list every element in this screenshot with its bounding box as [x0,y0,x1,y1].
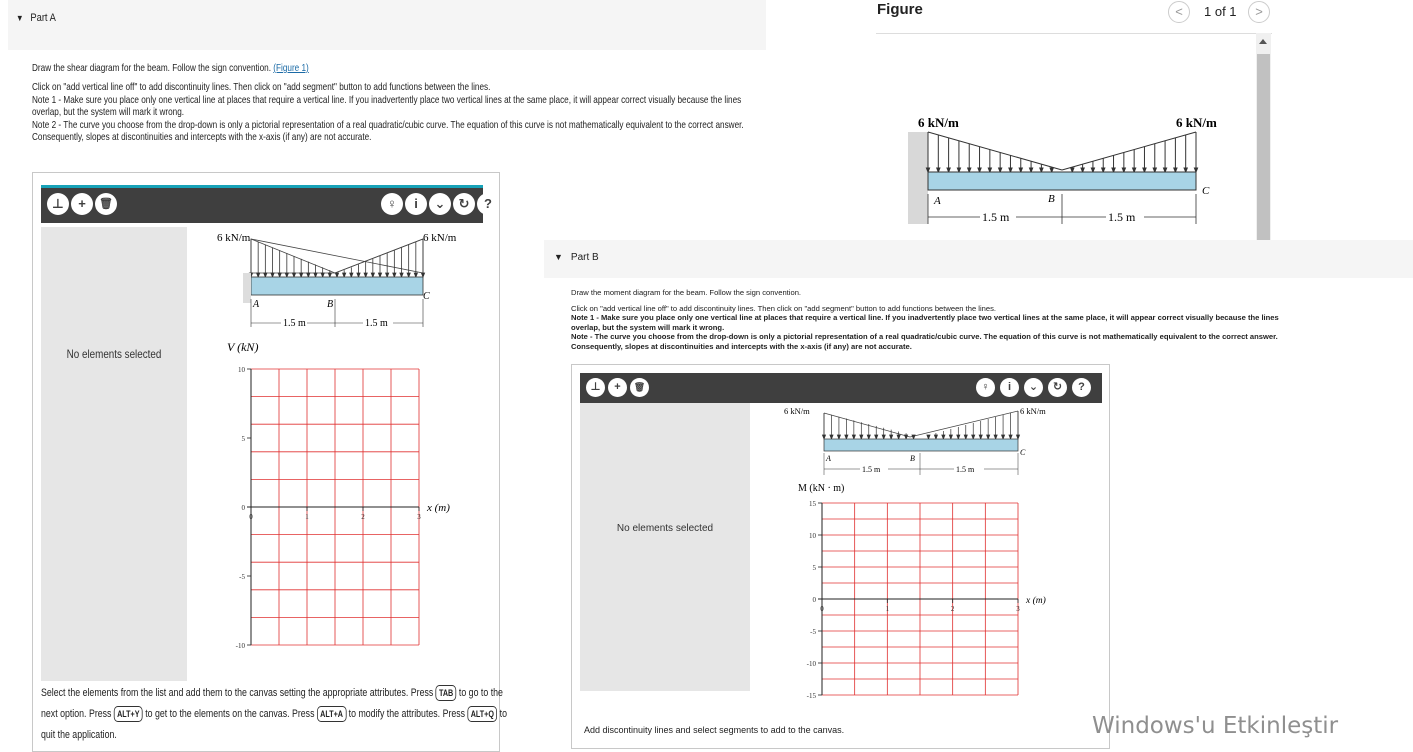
fig-load-arrow-head [988,168,991,172]
shear-x-tick-label: 1 [305,513,309,521]
b-left-load-label: 6 kN/m [784,406,810,416]
instr-line2d: to [499,708,507,720]
part-a-header[interactable] [8,0,766,50]
part-b-note1-line1: Note 1 - Make sure you place only one vertical line at places that require a vertical line. If you inadvertently place two vertical lines at the same place, it will appear correct visually because the lines [571,313,1279,322]
fig-load-arrow-head [947,168,950,172]
part-b-toolbar [580,373,1102,403]
scroll-up-icon[interactable] [1259,39,1267,44]
load-arrow-head [407,273,410,277]
shear-y-tick-label: -10 [235,642,245,650]
load-arrow-head [328,273,331,277]
load-arrow-head [343,273,346,277]
b-load-arrow-head [994,435,997,439]
b-load-arrow-head [964,435,967,439]
add-segment-button[interactable] [608,378,627,397]
b-load-arrow-head [837,435,840,439]
b-span1: 1.5 m [862,465,881,474]
no-elements-text: No elements selected [66,347,162,361]
b-load-arrow-head [1016,435,1019,439]
add-vertical-line-button[interactable] [586,378,605,397]
part-b-title: Part B [570,252,599,263]
instr-line2c: to modify the attributes. Press [348,708,466,720]
instr-line1: Select the elements from the list and add them to the canvas setting the appropriate attributes. Press [41,687,434,699]
vertical-line-icon: ⊥ [52,196,64,211]
fig-load-arrow-head [1050,168,1053,172]
part-a-title: Part A [30,12,56,24]
info-icon: i [1007,381,1012,393]
load-arrow-head [400,273,403,277]
load-arrow-head [371,273,374,277]
info-icon: i [414,196,418,211]
shear-grid [236,366,422,650]
fig-load-arrow-head [1081,168,1084,172]
load-arrow-head [393,273,396,277]
chevron-down-icon: ⌄ [434,196,446,211]
b-load-arrow-head [882,435,885,439]
x-axis-label: x (m) [427,502,450,514]
part-a-instructions [32,62,744,143]
load-arrow-head [300,273,303,277]
b-span2: 1.5 m [956,465,975,474]
add-vertical-line-button[interactable] [47,193,69,215]
windows-activation-watermark: Windows'u Etkinleştir [1092,713,1339,739]
part-a-toolbar [41,185,492,223]
chevron-down-icon: ⌄ [1028,381,1039,393]
load-arrow-head [257,273,260,277]
fig-load-arrow-head [1102,168,1105,172]
part-a-intro: Draw the shear diagram for the beam. Follow the sign convention. [32,62,272,74]
load-arrow-head [314,273,317,277]
b-load-arrow-head [979,435,982,439]
b-load-arrow-head [904,435,907,439]
moment-x-tick-label: 2 [950,605,955,613]
moment-y-tick-label: -15 [806,692,816,700]
load-arrow-head [285,273,288,277]
tab-key: TAB [436,685,457,701]
b-load-arrow-head [867,435,870,439]
part-b-note2-line1: Note - The curve you choose from the drop-down is only a pictorial representation of a real quadratic/cubic curve. The equation of this curve is not mathematically equivalent to the correct answer. [571,332,1278,341]
moment-y-tick-label: 0 [812,596,816,604]
fig-point-a: A [934,195,941,207]
figure-link[interactable]: (Figure 1) [273,62,309,74]
beam-figure [217,232,457,329]
load-arrow-head [378,273,381,277]
b-load-arrow-head [875,435,878,439]
no-elements-text: No elements selected [616,523,714,534]
fig-load-arrow-head [968,168,971,172]
moment-y-tick-label: 15 [809,500,816,508]
shear-x-tick-label: 3 [417,513,421,521]
fig-load-arrow-head [1174,168,1177,172]
point-a-label: A [253,299,260,310]
reset-button[interactable] [453,193,475,215]
collapse-caret-icon[interactable]: ▼ [554,252,563,262]
shear-diagram-canvas[interactable] [187,227,483,683]
load-arrow-head [421,273,424,277]
load-arrow-head [350,273,353,277]
beam-figure-small [784,406,1046,475]
b-point-b: B [910,454,915,463]
part-b-drawing-tool [571,364,1110,749]
part-a-instruction-line: Click on "add vertical line off" to add discontinuity lines. Then click on "add segment" button to add functions between the lines. [32,81,491,94]
fig-load-arrow-head [957,168,960,172]
shear-y-tick-label: 5 [241,435,245,443]
help-button[interactable] [1072,378,1091,397]
beam-figure-large [876,34,1256,244]
fig-load-arrow-head [1122,168,1125,172]
alt-a-key: ALT+A [317,706,346,722]
b-right-load-label: 6 kN/m [1020,406,1046,416]
b-load-arrow-head [860,435,863,439]
fig-load-arrow-head [937,168,940,172]
load-arrow-head [271,273,274,277]
dropdown-button[interactable] [1024,378,1043,397]
load-arrow-head [357,273,360,277]
part-a-note2-line1: Note 2 - The curve you choose from the drop-down is only a pictorial representation of a real quadratic/cubic curve. The equation of this curve is not mathematically equivalent to the correct answer. [32,118,744,131]
b-load-arrow-head [822,435,825,439]
b-load-arrow-head [972,435,975,439]
moment-y-tick-label: 5 [812,564,816,572]
left-load-label: 6 kN/m [217,232,251,244]
v-axis-label: V (kN) [227,340,259,354]
b-load-arrow-head [852,435,855,439]
point-b-label: B [327,299,334,310]
part-a-note1-line2: overlap, but the system will mark it wrong. [32,106,185,119]
part-b-bottom-instruction: Add discontinuity lines and select segments to add to the canvas. [584,725,845,735]
part-b-intro: Draw the moment diagram for the beam. Follow the sign convention. [571,288,802,297]
lightbulb-icon: ♀ [387,196,397,211]
element-list-panel[interactable] [41,227,187,681]
shear-y-tick-label: -5 [239,573,245,581]
reset-icon: ↻ [1052,381,1063,393]
instr-line1b: to go to the [458,687,503,699]
figure-title: Figure [877,1,923,18]
moment-x-tick-label: 3 [1016,605,1020,613]
fig-point-b: B [1048,193,1055,205]
fig-load-arrow-head [1133,168,1136,172]
part-b-header[interactable] [544,240,1413,278]
load-arrow-head [414,273,417,277]
prev-figure-button[interactable] [1168,1,1190,23]
moment-y-tick-label: 10 [809,532,816,540]
moment-diagram-canvas[interactable] [750,403,1092,700]
next-figure-button[interactable] [1248,1,1270,23]
fig-load-arrow-head [978,168,981,172]
load-arrow-head [321,273,324,277]
shear-y-tick-label: 10 [238,366,245,374]
instr-line2a: next option. Press [41,708,112,720]
b-x-axis-label: x (m) [1026,596,1046,606]
load-arrow-head [292,273,295,277]
b-load-arrow-head [890,435,893,439]
moment-diagram-svg [750,403,1092,700]
b-load-arrow-head [987,435,990,439]
part-b-instruction-line: Click on "add vertical line off" to add discontinuity lines. Then click on "add segment" button to add functions between the lines. [571,303,997,313]
b-load-arrow-head [1001,435,1004,439]
dropdown-button[interactable] [429,193,451,215]
figure-scrollbar[interactable] [1256,33,1271,243]
point-c-label: C [423,291,430,302]
fig-left-load-label: 6 kN/m [918,115,959,130]
m-axis-label: M (kN · m) [798,483,845,494]
fig-load-arrow-head [1019,168,1022,172]
fig-load-arrow-head [1112,168,1115,172]
hint-button[interactable] [381,193,403,215]
add-segment-button[interactable] [71,193,93,215]
b-load-arrow-head [927,435,930,439]
fig-span2: 1.5 m [1108,210,1136,224]
fig-point-c: C [1202,185,1210,197]
b-load-arrow-head [845,435,848,439]
hint-button[interactable] [976,378,995,397]
load-arrow-head [278,273,281,277]
trash-icon: 🗑 [99,198,113,210]
reset-icon: ↻ [458,196,470,211]
shear-x-tick-label: 2 [361,513,365,521]
delete-button[interactable] [95,193,117,215]
figure-page-indicator: 1 of 1 [1204,4,1237,19]
fig-load-arrow-head [1009,168,1012,172]
span1-label: 1.5 m [283,318,306,329]
delete-button[interactable] [630,378,649,397]
right-load-label: 6 kN/m [423,232,457,244]
part-a-note1-line1: Note 1 - Make sure you place only one vertical line at places that require a vertical line. If you inadvertently place two vertical lines at the same place, it will appear correct visually because the lines [32,93,742,106]
b-point-c: C [1020,448,1026,457]
lightbulb-icon: ♀ [981,381,990,393]
fig-load-arrow-head [1184,168,1187,172]
figure-viewer [876,33,1272,243]
b-load-arrow-head [1009,435,1012,439]
plus-icon: + [78,196,86,211]
chevron-right-icon: > [1255,4,1263,19]
shear-y-tick-label: 0 [241,504,245,512]
help-icon: ? [1078,381,1085,393]
load-arrow-head [307,273,310,277]
span2-label: 1.5 m [365,318,388,329]
alt-y-key: ALT+Y [114,706,143,722]
instr-line2b: to get to the elements on the canvas. Press [145,708,315,720]
load-arrow-head [364,273,367,277]
scroll-thumb[interactable] [1257,54,1270,243]
chevron-left-icon: < [1175,4,1183,19]
b-load-arrow-head [830,435,833,439]
fig-load-arrow-head [1040,168,1043,172]
b-load-arrow-head [957,435,960,439]
part-b-instructions [571,288,1279,351]
fig-load-arrow-head [1153,168,1156,172]
part-a-drawing-tool [32,172,507,752]
fig-load-arrow-head [1163,168,1166,172]
part-a-note2-line2: Consequently, slopes at discontinuities and intercepts with the x-axis (if any) are not accurate. [32,131,372,144]
load-arrow-head [386,273,389,277]
fig-load-arrow-head [1091,168,1094,172]
part-b-note1-line2: overlap, but the system will mark it wrong. [571,322,725,332]
b-load-arrow-head [942,435,945,439]
moment-x-tick-label: 1 [885,605,890,613]
help-button[interactable] [477,193,499,215]
b-load-arrow-head [949,435,952,439]
b-load-arrow-head [897,435,900,439]
alt-q-key: ALT+Q [468,706,498,722]
load-arrow-head [335,273,338,277]
shear-diagram-svg [187,227,483,683]
moment-grid [807,500,1021,700]
help-icon: ? [484,196,492,211]
trash-icon: 🗑 [633,382,646,392]
b-point-a: A [826,454,831,463]
plus-icon: + [614,381,621,393]
info-button[interactable] [405,193,427,215]
load-arrow-head [264,273,267,277]
collapse-caret-icon[interactable]: ▼ [16,13,24,23]
moment-y-tick-label: -5 [810,628,816,636]
reset-button[interactable] [1048,378,1067,397]
instr-line3: quit the application. [41,729,117,741]
shear-x-tick-label: 0 [249,513,253,521]
part-b-note2-line2: Consequently, slopes at discontinuities and intercepts with the x-axis (if any) are not accurate. [571,341,912,351]
fig-load-arrow-head [999,168,1002,172]
moment-y-tick-label: -10 [806,660,816,668]
part-a-keyboard-instructions [41,683,507,746]
moment-x-tick-label: 0 [820,605,824,613]
b-load-arrow-head [912,435,915,439]
fig-load-arrow-head [1143,168,1146,172]
vertical-line-icon: ⊥ [590,381,601,393]
fig-load-arrow-head [1029,168,1032,172]
b-load-arrow-head [934,435,937,439]
info-button[interactable] [1000,378,1019,397]
fig-span1: 1.5 m [982,210,1010,224]
element-list-panel[interactable] [580,403,750,691]
fig-load-arrow-head [1071,168,1074,172]
fig-right-load-label: 6 kN/m [1176,115,1217,130]
fig-load-arrow-head [1194,168,1197,172]
